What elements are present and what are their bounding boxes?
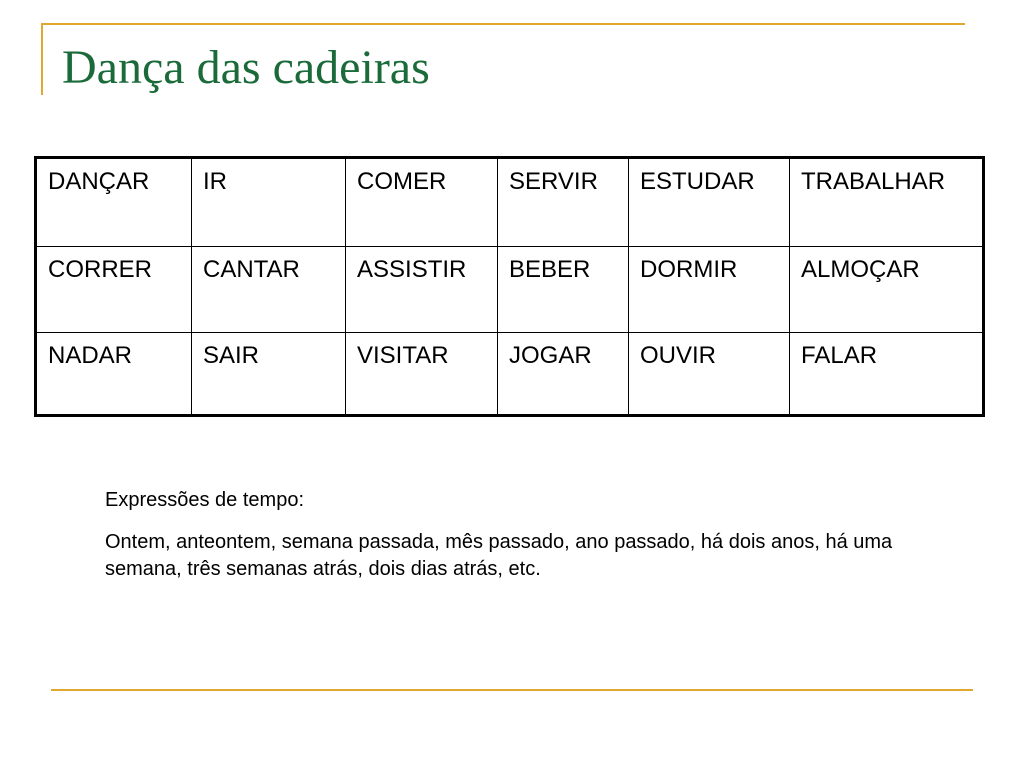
table-cell: DANÇAR (36, 158, 192, 247)
time-expressions-heading: Expressões de tempo: (105, 489, 304, 511)
table-cell: COMER (346, 158, 498, 247)
bottom-accent-line (51, 689, 973, 691)
slide-title: Dança das cadeiras (62, 41, 430, 94)
table-cell: OUVIR (629, 333, 790, 416)
time-expressions-body: Ontem, anteontem, semana passada, mês passado, ano passado, há dois anos, há uma semana, três semanas atrás, dois dias atrás, etc. (105, 531, 893, 580)
table-cell: SAIR (192, 333, 346, 416)
table-cell: SERVIR (498, 158, 629, 247)
table-cell: CANTAR (192, 247, 346, 333)
table-cell: JOGAR (498, 333, 629, 416)
table-cell: IR (192, 158, 346, 247)
table-cell: VISITAR (346, 333, 498, 416)
table-cell: DORMIR (629, 247, 790, 333)
time-expressions (105, 487, 925, 583)
verb-table (34, 156, 985, 417)
table-cell: FALAR (790, 333, 984, 416)
table-cell: CORRER (36, 247, 192, 333)
table-cell: ASSISTIR (346, 247, 498, 333)
left-accent-line (41, 23, 43, 95)
table-row (36, 158, 984, 247)
table-cell: ALMOÇAR (790, 247, 984, 333)
table-row (36, 247, 984, 333)
table-cell: ESTUDAR (629, 158, 790, 247)
table-cell: NADAR (36, 333, 192, 416)
table-cell: BEBER (498, 247, 629, 333)
table-row (36, 333, 984, 416)
table-cell: TRABALHAR (790, 158, 984, 247)
top-accent-line (41, 23, 965, 25)
